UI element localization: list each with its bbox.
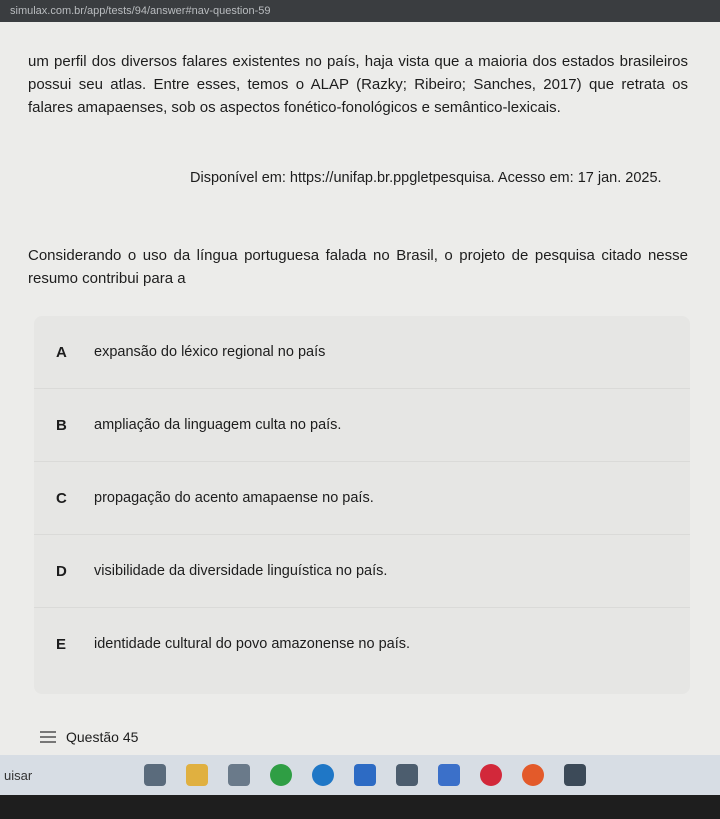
news-icon[interactable] — [228, 764, 250, 786]
question-page — [0, 22, 720, 755]
next-question-label: Questão 45 — [66, 729, 139, 745]
option-text: identidade cultural do povo amazonense no país. — [94, 636, 410, 652]
option-c[interactable] — [34, 462, 690, 535]
question-text-paragraph: um perfil dos diversos falares existentes no país, haja vista que a maioria dos estados brasileiros possui seu atlas. Entre esses, temos o ALAP (Razky; Ribeiro; Sanches, 2017) que retrata os falares amapaenses, sob os aspectos fonético-fonológicos e semântico-lexicais. — [28, 53, 688, 116]
option-text: ampliação da linguagem culta no país. — [94, 417, 342, 433]
task-view-icon[interactable] — [144, 764, 166, 786]
calculator-icon[interactable] — [396, 764, 418, 786]
option-letter: B — [56, 416, 67, 434]
store-icon[interactable] — [354, 764, 376, 786]
option-letter: A — [56, 343, 67, 361]
answer-options — [34, 316, 690, 694]
address-bar[interactable]: simulax.com.br/app/tests/94/answer#nav-question-59 — [0, 0, 720, 22]
browser-icon[interactable] — [522, 764, 544, 786]
option-letter: D — [56, 562, 67, 580]
chrome-icon[interactable] — [270, 764, 292, 786]
taskbar-icons — [124, 764, 586, 786]
taskbar — [0, 755, 720, 795]
chat-icon[interactable] — [564, 764, 586, 786]
option-a[interactable] — [34, 316, 690, 389]
photos-icon[interactable] — [438, 764, 460, 786]
question-prompt: Considerando o uso da língua portuguesa falada no Brasil, o projeto de pesquisa citado nesse resumo contribui para a — [28, 247, 688, 287]
list-icon — [40, 731, 56, 743]
next-question-link[interactable] — [40, 729, 138, 745]
file-explorer-icon[interactable] — [186, 764, 208, 786]
option-text: visibilidade da diversidade linguística no país. — [94, 563, 388, 579]
option-letter: C — [56, 489, 67, 507]
source-citation: Disponível em: https://unifap.br.ppgletpesquisa. Acesso em: 17 jan. 2025. — [190, 170, 662, 186]
option-d[interactable] — [34, 535, 690, 608]
option-text: propagação do acento amapaense no país. — [94, 490, 374, 506]
opera-icon[interactable] — [480, 764, 502, 786]
option-text: expansão do léxico regional no país — [94, 344, 326, 360]
edge-icon[interactable] — [312, 764, 334, 786]
option-b[interactable] — [34, 389, 690, 462]
monitor-bezel — [0, 795, 720, 819]
option-letter: E — [56, 635, 67, 653]
taskbar-search[interactable]: uisar — [4, 767, 33, 783]
option-e[interactable] — [34, 608, 690, 680]
